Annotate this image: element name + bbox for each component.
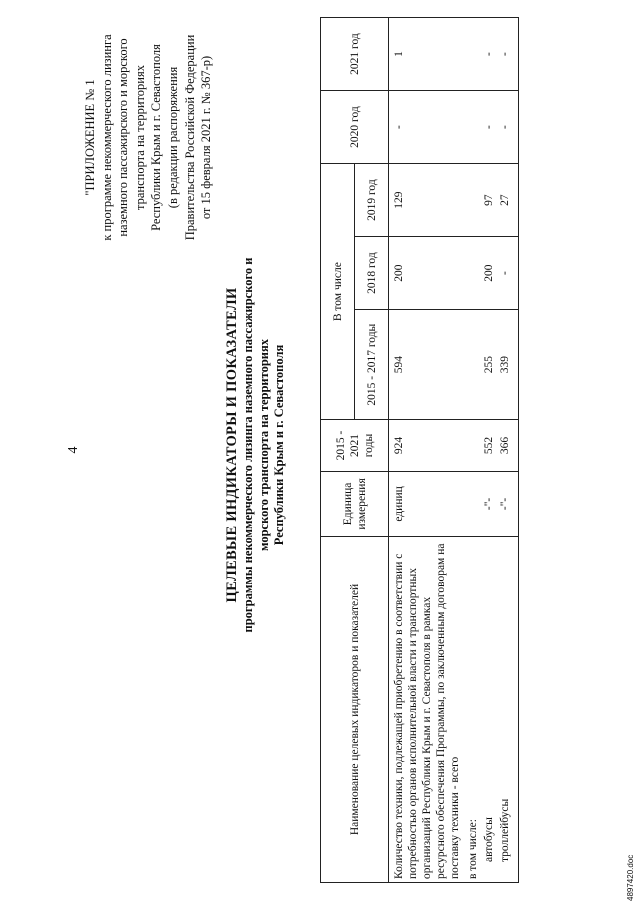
- appendix-line: к программе некоммерческого лизинга: [99, 34, 114, 241]
- row-value-2021: -: [481, 18, 497, 91]
- row-name: в том числе:: [465, 537, 481, 883]
- header-total: 2015 - 2021 годы: [321, 420, 389, 472]
- row-value-2018: [465, 237, 481, 310]
- header-period-2015-2017: 2015 - 2017 годы: [355, 310, 389, 420]
- header-unit: Единица измерения: [321, 471, 389, 536]
- row-value-2021: 1: [389, 18, 466, 91]
- row-value-2020: -: [497, 91, 519, 164]
- row-value-2021: [465, 18, 481, 91]
- row-total: [465, 420, 481, 472]
- header-name: Наименование целевых индикаторов и показателей: [321, 537, 389, 883]
- row-value-2015-2017: 255: [481, 310, 497, 420]
- page-number: 4: [66, 446, 81, 454]
- header-period-2019: 2019 год: [355, 164, 389, 237]
- row-value-2018: 200: [481, 237, 497, 310]
- document-code: 4897420.doc: [626, 854, 635, 901]
- row-value-2015-2017: 339: [497, 310, 519, 420]
- appendix-line: (в редакции распоряжения: [165, 66, 180, 209]
- appendix-line: от 15 февраля 2021 г. № 367-р): [199, 55, 214, 220]
- appendix-note: [82, 5, 215, 270]
- title-subtitle-line: Республики Крым и г. Севастополя: [272, 344, 286, 546]
- row-total: 366: [497, 420, 519, 472]
- title-subtitle-line: программы некоммерческого лизинга наземного пассажирского и: [241, 257, 255, 633]
- row-value-2020: [465, 91, 481, 164]
- row-name: автобусы: [481, 537, 497, 883]
- row-value-2020: -: [389, 91, 466, 164]
- row-name: Количество техники, подлежащей приобретению в соответствии с потребностью органов исполнительной власти и транспортных организаций Республики Крым и г. Севастополя в рамках ресурсного обеспечения Программы, по заключенным договорам на поставку техники - всего: [389, 537, 466, 883]
- header-period-2021: 2021 год: [321, 18, 389, 91]
- row-total: 924: [389, 420, 466, 472]
- row-value-2018: -: [497, 237, 519, 310]
- document-title: [223, 125, 288, 765]
- appendix-line: Правительства Российской Федерации: [182, 34, 197, 241]
- appendix-line: транспорта на территориях: [132, 65, 147, 211]
- row-unit: -"-: [481, 471, 497, 536]
- title-subtitle-line: морского транспорта на территориях: [256, 338, 271, 552]
- indicators-table: [320, 17, 519, 883]
- row-unit: -"-: [497, 471, 519, 536]
- table-row: [497, 18, 519, 883]
- row-value-2018: 200: [389, 237, 466, 310]
- title-main: ЦЕЛЕВЫЕ ИНДИКАТОРЫ И ПОКАЗАТЕЛИ: [224, 287, 240, 603]
- table-row: [465, 18, 481, 883]
- row-value-2019: 129: [389, 164, 466, 237]
- appendix-line: наземного пассажирского и морского: [116, 38, 131, 237]
- row-value-2020: -: [481, 91, 497, 164]
- row-value-2019: 97: [481, 164, 497, 237]
- row-unit: [465, 471, 481, 536]
- row-unit: единиц: [389, 471, 466, 536]
- appendix-line: Республики Крым и г. Севастополя: [149, 44, 164, 231]
- header-period-2018: 2018 год: [355, 237, 389, 310]
- row-value-2019: 27: [497, 164, 519, 237]
- row-value-2015-2017: 594: [389, 310, 466, 420]
- row-value-2021: -: [497, 18, 519, 91]
- table-row: [389, 18, 466, 883]
- indicators-table-wrapper: [320, 17, 519, 883]
- appendix-line: "ПРИЛОЖЕНИЕ № 1: [83, 79, 97, 196]
- header-period-2020: 2020 год: [321, 91, 389, 164]
- row-total: 552: [481, 420, 497, 472]
- table-row: [481, 18, 497, 883]
- header-group: В том числе: [321, 164, 355, 420]
- row-value-2015-2017: [465, 310, 481, 420]
- row-value-2019: [465, 164, 481, 237]
- row-name: троллейбусы: [497, 537, 519, 883]
